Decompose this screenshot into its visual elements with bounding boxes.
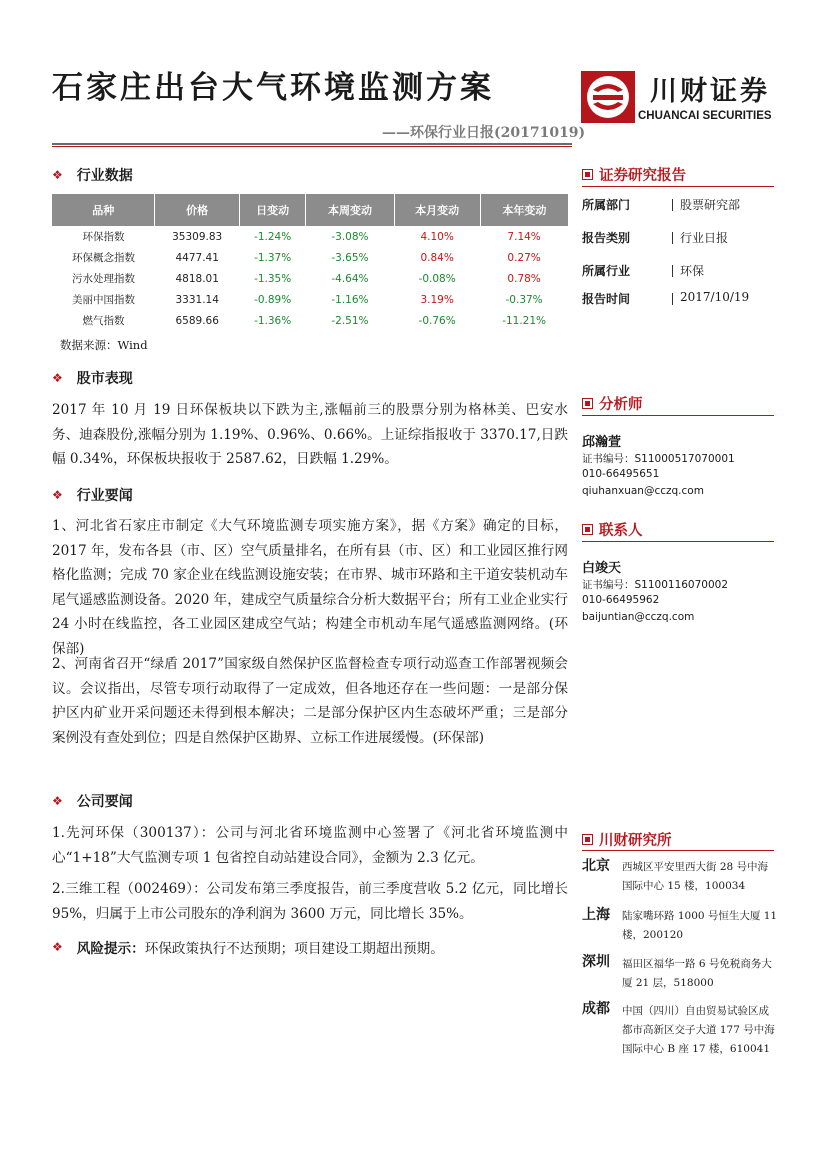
table-cell-week: -4.64%: [331, 272, 369, 285]
contact-email[interactable]: baijuntian@cczq.com: [582, 611, 695, 623]
analyst-name: 邱瀚萱: [582, 435, 622, 450]
sidebar-analyst-heading: 分析师: [582, 393, 643, 414]
column-header: 日变动: [239, 194, 306, 226]
diamond-bullet-icon: ❖: [52, 794, 63, 808]
column-header: 本周变动: [306, 194, 394, 226]
office-city: 深圳: [582, 954, 610, 970]
office-address: 陆家嘴环路 1000 号恒生大厦 11 楼，200120: [622, 910, 778, 941]
section-company-news: [52, 791, 133, 811]
column-header: 本月变动: [394, 194, 480, 226]
industry-data-table: [52, 194, 568, 331]
table-cell-year: 0.78%: [507, 272, 541, 285]
contact-name: 白竣天: [582, 561, 622, 576]
table-cell-name: 美丽中国指数: [71, 294, 135, 306]
column-header: 本年变动: [480, 194, 568, 226]
office-city: 北京: [582, 858, 610, 874]
meta-label: 所属行业: [582, 264, 631, 278]
table-row: [52, 247, 568, 268]
diamond-bullet-icon: ❖: [52, 371, 63, 385]
report-title: 石家庄出台大气环境监测方案: [52, 70, 494, 106]
risk-warning: [52, 937, 444, 957]
square-bullet-icon: [582, 169, 593, 180]
meta-value: 股票研究部: [680, 198, 741, 212]
table-cell-name: 燃气指数: [82, 315, 125, 327]
table-cell-year: -0.37%: [505, 293, 543, 306]
meta-label: 报告时间: [582, 292, 631, 306]
sidebar-divider: [582, 415, 774, 416]
sidebar-divider: [582, 541, 774, 542]
company-news-item: 2.三维工程（002469）：公司发布第三季度报告，前三季度营收 5.2 亿元，同比增长 95%，归属于上市公司股东的净利润为 3600 万元，同比增长 35%。: [52, 881, 568, 922]
table-cell-month: -0.76%: [418, 314, 456, 327]
analyst-email[interactable]: qiuhanxuan@cczq.com: [582, 485, 704, 497]
company-news-item: 1.先河环保（300137）：公司与河北省环境监测中心签署了《河北省环境监测中心“1+18”大气监测专项 1 包省控自动站建设合同》，金额为 2.3 亿元。: [52, 825, 568, 866]
office-address: 西城区平安里西大街 28 号中海国际中心 15 楼，100034: [622, 861, 769, 892]
table-cell-day: -1.37%: [254, 251, 292, 264]
section-industry-news: [52, 485, 133, 505]
square-bullet-icon: [582, 524, 593, 535]
table-row: [52, 268, 568, 289]
industry-news-item: 1、河北省石家庄市制定《大气环境监测专项实施方案》，据《方案》确定的目标，2017 年，发布各县（市、区）空气质量排名，在所有县（市、区）和工业园区推行网格化监测；完成 70 家企业在线监测设施安装；在市界、城市环路和主干道安装机动车尾气遥感监测设备。2020 年，建成空气质量综合分析大数据平台；所有工业企业实行 24 小时在线监控，各工业园区建成空气站；构建全市机动车尾气遥感监测网络。(环保部): [52, 518, 568, 657]
table-cell-name: 环保指数: [82, 231, 125, 243]
table-row: [52, 226, 568, 247]
table-cell-month: 0.84%: [420, 251, 454, 264]
sidebar-contact-heading: 联系人: [582, 519, 643, 540]
chuancai-logo-icon: [580, 70, 636, 124]
table-cell-month: -0.08%: [418, 272, 456, 285]
table-cell-price: 35309.83: [172, 230, 223, 243]
table-cell-week: -3.65%: [331, 251, 369, 264]
table-row: [52, 310, 568, 331]
meta-separator: [672, 265, 673, 277]
risk-text: 环保政策执行不达预期；项目建设工期超出预期。: [144, 941, 444, 957]
table-cell-price: 4477.41: [175, 251, 219, 264]
sidebar-divider: [582, 186, 774, 187]
meta-value: 2017/10/19: [680, 290, 750, 304]
meta-separator: [672, 232, 673, 244]
table-cell-day: -1.35%: [254, 272, 292, 285]
diamond-bullet-icon: ❖: [52, 168, 63, 182]
table-cell-price: 4818.01: [175, 272, 219, 285]
meta-value: 行业日报: [680, 231, 729, 245]
analyst-cert: 证书编号：S1100051707000​1: [582, 453, 735, 465]
section-heading: 行业数据: [76, 168, 133, 184]
column-header: 品种: [52, 194, 155, 226]
table-cell-price: 3331.14: [175, 293, 219, 306]
section-industry-data: [52, 165, 133, 185]
report-subtitle: ——环保行业日报(20171019): [382, 125, 586, 141]
analyst-phone: 010-66495651: [582, 468, 660, 480]
table-row: [52, 289, 568, 310]
office-city: 上海: [582, 907, 610, 923]
section-heading: 行业要闻: [76, 488, 133, 504]
column-header: 价格: [155, 194, 239, 226]
table-cell-day: -0.89%: [254, 293, 292, 306]
market-paragraph: 2017 年 10 月 19 日环保板块以下跌为主,涨幅前三的股票分别为格林美、巴安水务、迪森股份,涨幅分别为 1.19%、0.96%、0.66%。上证综指报收于 3370.17,日跌幅 0.34%，环保板块报收于 2587.62，日跌幅 1.29%。: [52, 402, 568, 468]
meta-value: 环保: [680, 264, 705, 278]
table-cell-month: 4.10%: [420, 230, 454, 243]
table-cell-year: 0.27%: [507, 251, 541, 264]
square-bullet-icon: [582, 398, 593, 409]
section-market: [52, 368, 133, 388]
table-cell-day: -1.36%: [254, 314, 292, 327]
table-cell-year: 7.14%: [507, 230, 541, 243]
meta-separator: [672, 293, 673, 305]
office-address: 中国（四川）自由贸易试验区成都市高新区交子大道 177 号中海国际中心 B 座 17 楼，610041: [622, 1005, 775, 1055]
brand-name-en: CHUANCAI SECURITIES: [638, 110, 772, 122]
meta-label: 报告类别: [582, 231, 631, 245]
sidebar-institute-heading: 川财研究所: [582, 829, 672, 850]
section-heading: 公司要闻: [76, 794, 133, 810]
table-cell-week: -1.16%: [331, 293, 369, 306]
contact-cert: 证书编号：S1100116070002: [582, 579, 729, 591]
diamond-bullet-icon: ❖: [52, 940, 63, 954]
office-city: 成都: [582, 1001, 610, 1017]
table-cell-week: -2.51%: [331, 314, 369, 327]
risk-label: 风险提示：: [76, 941, 145, 957]
table-cell-name: 环保概念指数: [71, 252, 135, 264]
sidebar-report-heading: 证券研究报告: [582, 164, 686, 185]
sidebar-divider: [582, 850, 774, 851]
contact-phone: 010-66495962: [582, 594, 660, 606]
diamond-bullet-icon: ❖: [52, 488, 63, 502]
table-cell-month: 3.19%: [420, 293, 454, 306]
office-address: 福田区福华一路 6 号免税商务大厦 21 层，518000: [622, 958, 772, 989]
brand-name-cn: 川财证券: [650, 76, 770, 107]
table-cell-price: 6589.66: [175, 314, 219, 327]
table-header-row: [52, 194, 568, 226]
industry-news-item: 2、河南省召开“绿盾 2017”国家级自然保护区监督检查专项行动巡查工作部署视频会议。会议指出，尽管专项行动取得了一定成效，但各地还存在一些问题：一是部分保护区内矿业开采问题还未得到根本解决；二是部分保护区内生态破坏严重；三是部分案例没有查处到位；四是自然保护区勘界、立标工作进展缓慢。(环保部): [52, 656, 568, 746]
section-heading: 股市表现: [76, 371, 133, 387]
header-divider-accent: [52, 146, 572, 147]
data-source: 数据来源：Wind: [60, 338, 148, 352]
header-divider: [52, 143, 572, 145]
meta-separator: [672, 199, 673, 211]
table-cell-year: -11.21%: [502, 314, 547, 327]
meta-label: 所属部门: [582, 198, 631, 212]
table-cell-day: -1.24%: [254, 230, 292, 243]
table-cell-name: 污水处理指数: [71, 273, 135, 285]
square-bullet-icon: [582, 834, 593, 845]
table-cell-week: -3.08%: [331, 230, 369, 243]
